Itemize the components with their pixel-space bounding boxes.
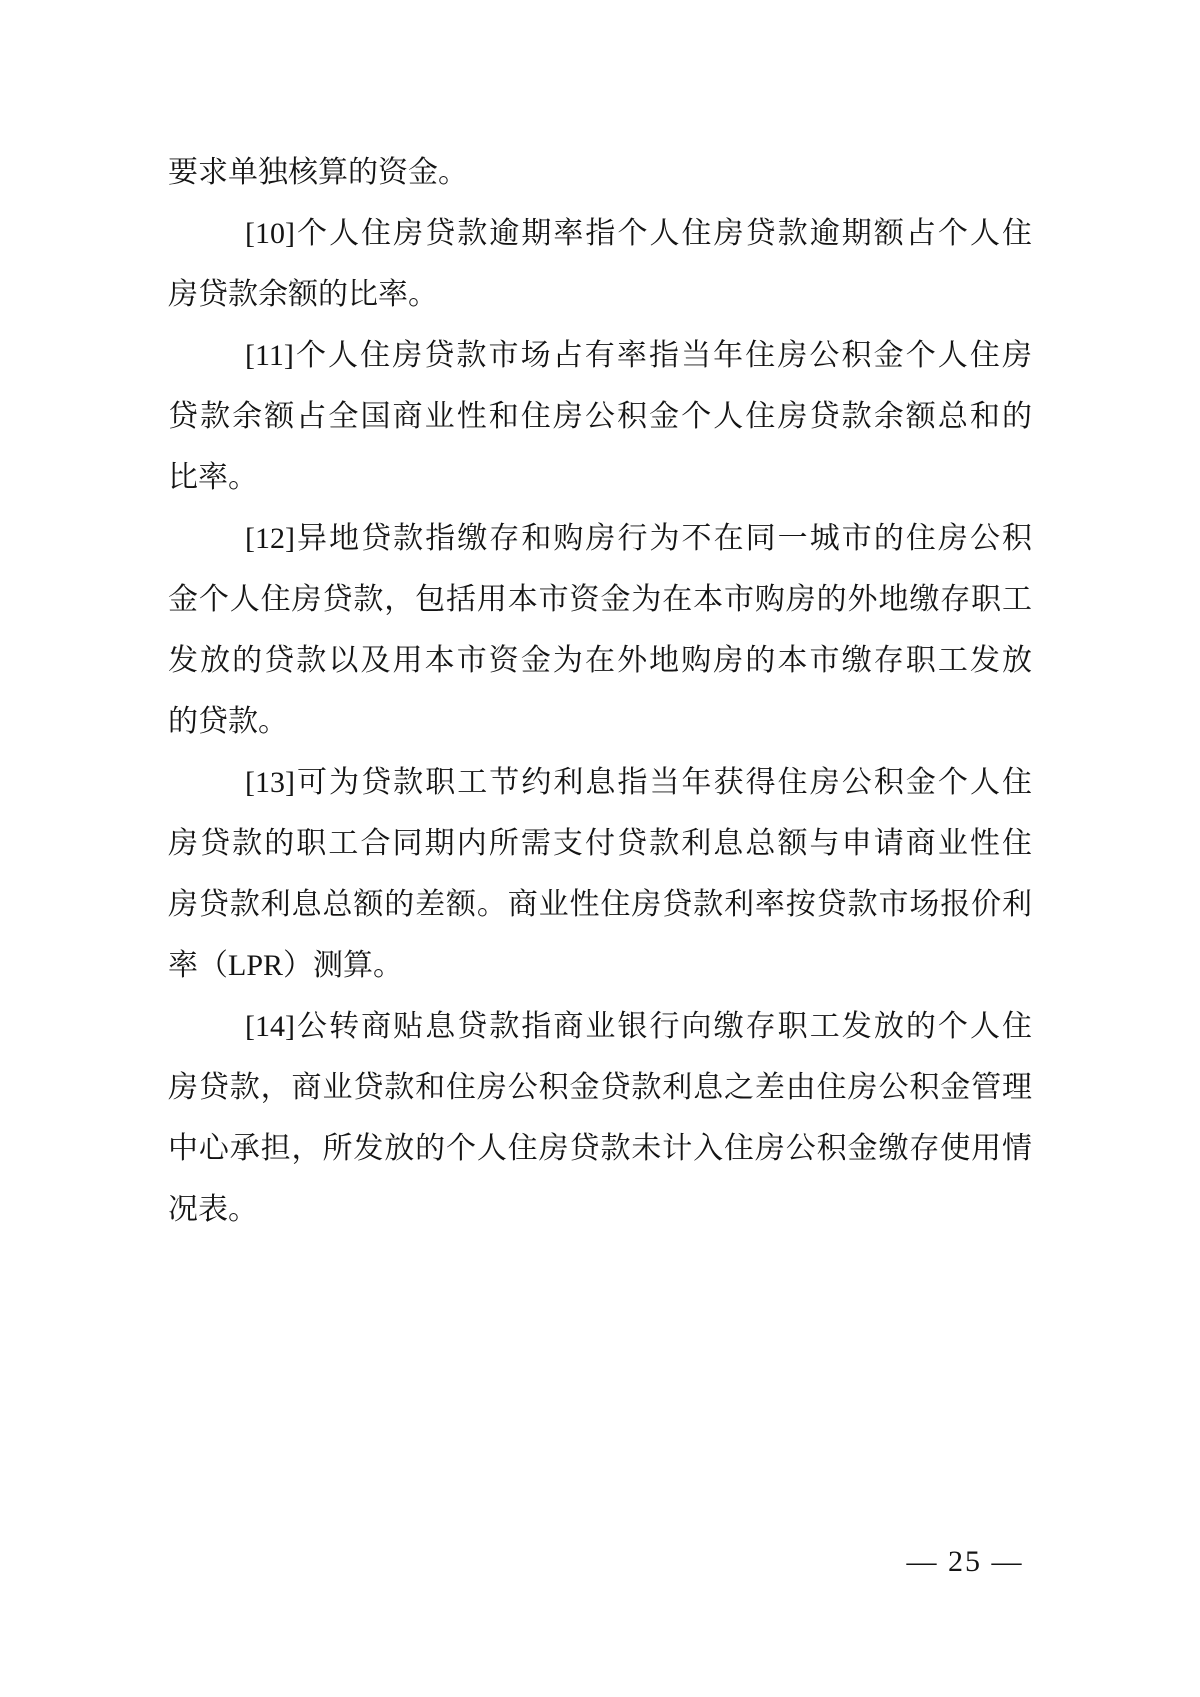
paragraph [168,203,1032,325]
text-line: 贷款余额占全国商业性和住房公积金个人住房贷款余额总和的 [168,400,1032,433]
text-line: 要求单独核算的资金。 [168,156,468,189]
text-line: 况表。 [168,1193,258,1226]
text-line: [11]个人住房贷款市场占有率指当年住房公积金个人住房 [245,339,1032,372]
text-line: 率（LPR）测算。 [168,949,404,982]
paragraph [168,752,1032,996]
text-line: 房贷款的职工合同期内所需支付贷款利息总额与申请商业性住 [168,827,1032,860]
text-line: [10]个人住房贷款逾期率指个人住房贷款逾期额占个人住 [245,217,1032,250]
text-line: 房贷款余额的比率。 [168,278,438,311]
paragraph [168,325,1032,508]
text-line: 比率。 [168,461,258,494]
page-number: — 25 — [906,1545,1024,1578]
text-line: 房贷款利息总额的差额。商业性住房贷款利率按贷款市场报价利 [168,888,1032,921]
text-line: 中心承担，所发放的个人住房贷款未计入住房公积金缴存使用情 [168,1132,1032,1165]
text-line: [13]可为贷款职工节约利息指当年获得住房公积金个人住 [245,766,1032,799]
text-line: 金个人住房贷款，包括用本市资金为在本市购房的外地缴存职工 [168,583,1032,616]
paragraph [168,996,1032,1240]
text-line: 房贷款，商业贷款和住房公积金贷款利息之差由住房公积金管理 [168,1071,1032,1104]
paragraph [168,508,1032,752]
document-body [168,142,1032,1240]
text-line: [12]异地贷款指缴存和购房行为不在同一城市的住房公积 [245,522,1032,555]
text-line: [14]公转商贴息贷款指商业银行向缴存职工发放的个人住 [245,1010,1032,1043]
text-line: 发放的贷款以及用本市资金为在外地购房的本市缴存职工发放 [168,644,1032,677]
paragraph [168,142,1032,203]
text-line: 的贷款。 [168,705,288,738]
